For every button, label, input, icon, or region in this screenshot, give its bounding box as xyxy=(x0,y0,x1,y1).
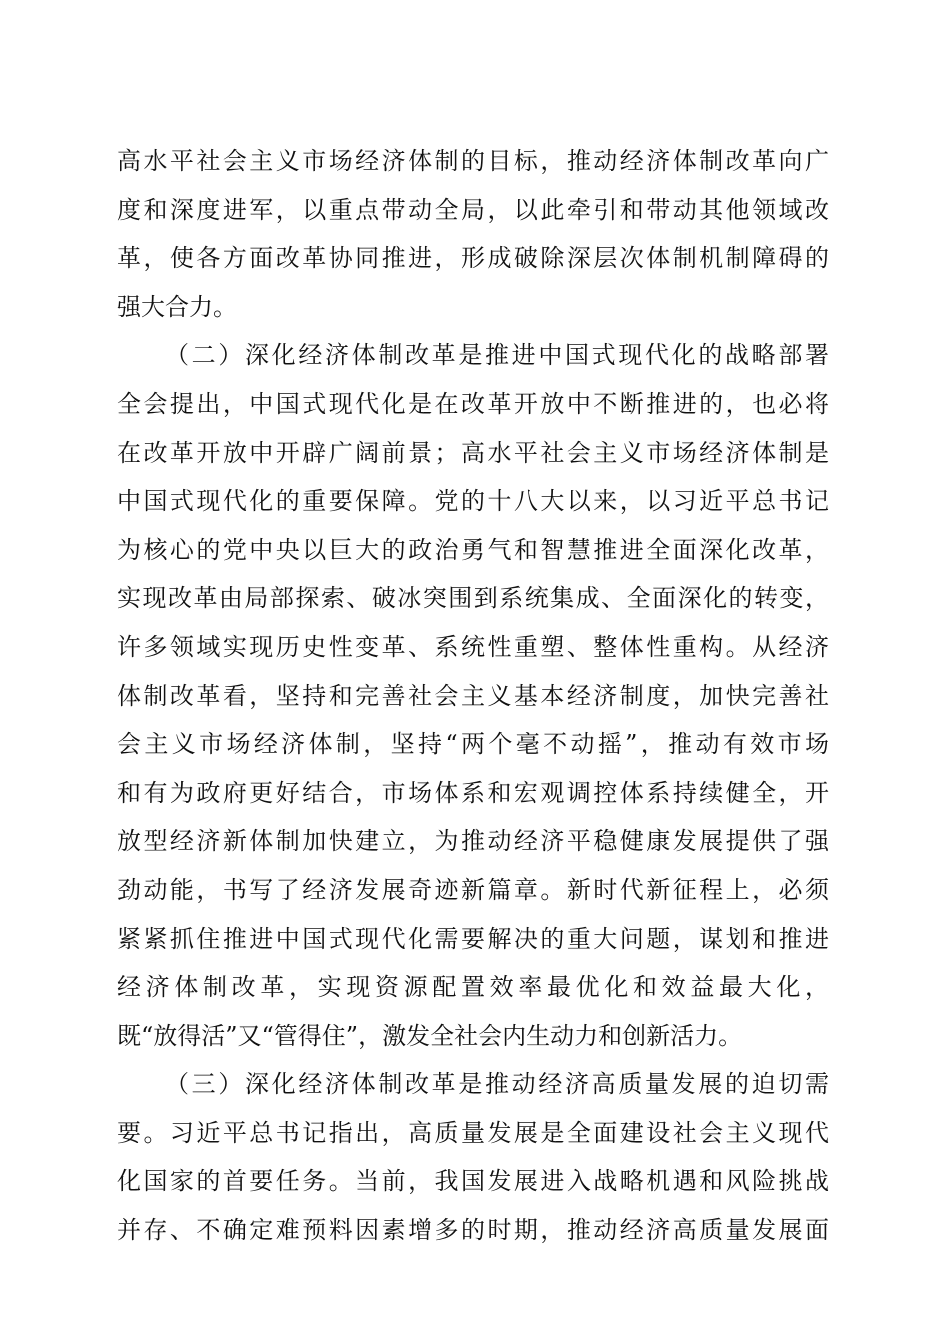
text-line: 化国家的首要任务。当前，我国发展进入战略机遇和风险挑战 xyxy=(117,1167,829,1196)
text-line: 要。习近平总书记指出，高质量发展是全面建设社会主义现代 xyxy=(117,1118,829,1147)
text-line: 许多领域实现历史性变革、系统性重塑、整体性重构。从经济 xyxy=(117,632,829,661)
section-heading-2: （二）深化经济体制改革是推进中国式现代化的战略部署 xyxy=(165,341,829,370)
text-line: 放型经济新体制加快建立，为推动经济平稳健康发展提供了强 xyxy=(117,827,829,856)
body-text xyxy=(117,137,829,1255)
text-line: 紧紧抓住推进中国式现代化需要解决的重大问题，谋划和推进 xyxy=(117,924,829,953)
text-line: 和有为政府更好结合，市场体系和宏观调控体系持续健全，开 xyxy=(117,778,829,807)
text-line: 经济体制改革，实现资源配置效率最优化和效益最大化， xyxy=(117,973,829,1002)
text-line: 高水平社会主义市场经济体制的目标，推动经济体制改革向广 xyxy=(117,147,829,175)
text-line: 革，使各方面改革协同推进，形成破除深层次体制机制障碍的 xyxy=(117,244,829,273)
text-line: 体制改革看，坚持和完善社会主义基本经济制度，加快完善社 xyxy=(117,681,829,710)
text-line: 全会提出，中国式现代化是在改革开放中不断推进的，也必将 xyxy=(117,389,829,418)
text-line: 中国式现代化的重要保障。党的十八大以来，以习近平总书记 xyxy=(117,487,829,516)
section-heading-3: （三）深化经济体制改革是推动经济高质量发展的迫切需 xyxy=(165,1070,829,1099)
text-line: 度和深度进军，以重点带动全局，以此牵引和带动其他领域改 xyxy=(117,195,829,224)
text-line: 在改革开放中开辟广阔前景；高水平社会主义市场经济体制是 xyxy=(117,438,829,467)
text-line: 强大合力。 xyxy=(117,292,237,321)
text-line: 为核心的党中央以巨大的政治勇气和智慧推进全面深化改革， xyxy=(117,535,829,564)
text-line: 既“放得活”又“管得住”，激发全社会内生动力和创新活力。 xyxy=(117,1021,743,1050)
text-line: 并存、不确定难预料因素增多的时期，推动经济高质量发展面 xyxy=(117,1216,829,1245)
text-line: 会主义市场经济体制，坚持“两个毫不动摇”，推动有效市场 xyxy=(117,730,829,759)
text-line: 劲动能，书写了经济发展奇迹新篇章。新时代新征程上，必须 xyxy=(117,875,829,904)
text-line: 实现改革由局部探索、破冰突围到系统集成、全面深化的转变， xyxy=(117,584,829,613)
